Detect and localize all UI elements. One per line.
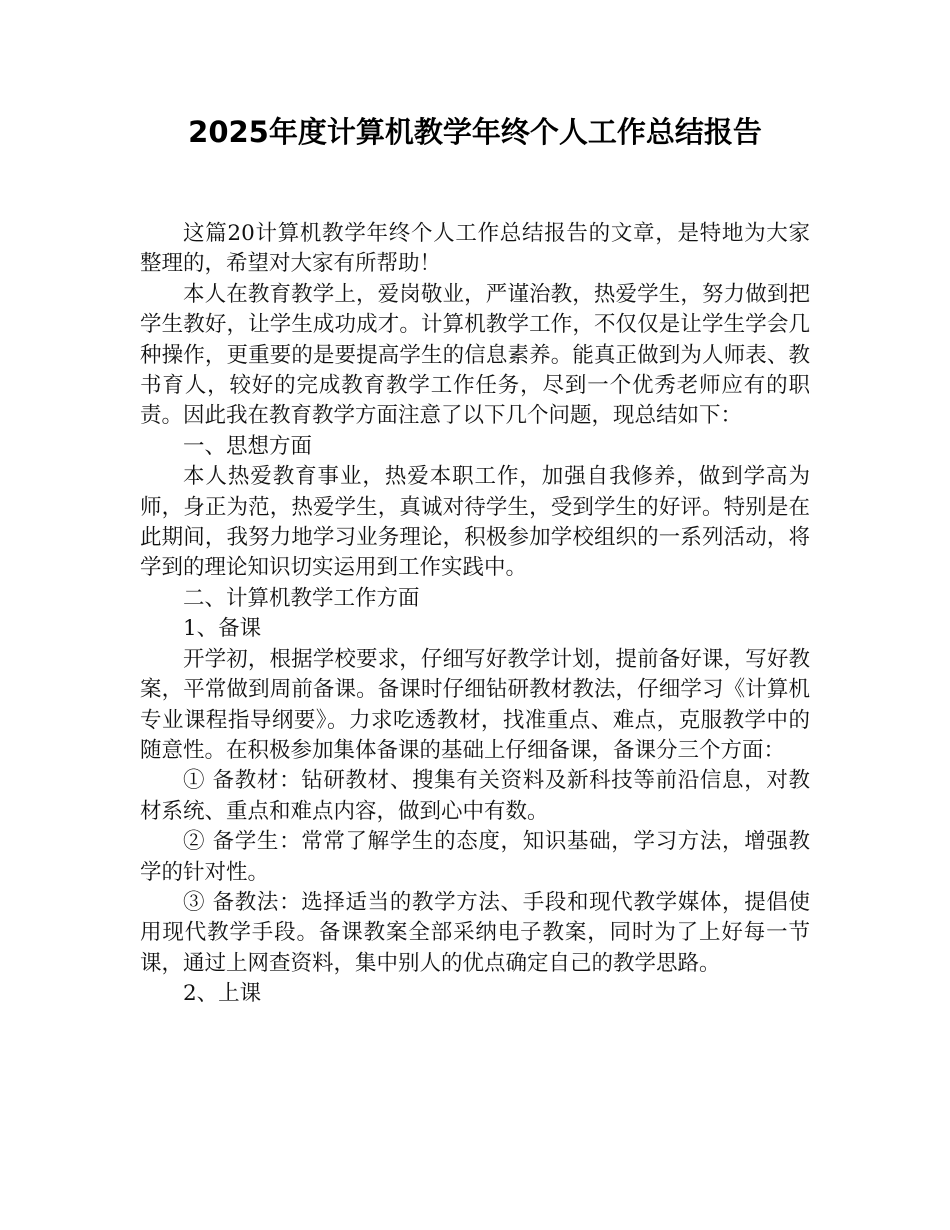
paragraph-lesson-prep: 开学初，根据学校要求，仔细写好教学计划，提前备好课，写好教案，平常做到周前备课。备课时仔细钻研教材教法，仔细学习《计算机专业课程指导纲要》。力求吃透教材，找准重点、难点，克服教学中的随意性。在积极参加集体备课的基础上仔细备课，备课分三个方面： [140, 646, 810, 763]
section-heading-thought: 一、思想方面 [183, 433, 313, 459]
document-title: 2025年度计算机教学年终个人工作总结报告 [188, 115, 762, 149]
subheading-lesson-prep: 1、备课 [183, 616, 262, 642]
list-item-methods: ③ 备教法：选择适当的教学方法、手段和现代教学媒体，提倡使用现代教学手段。备课教案全部采纳电子教案，同时为了上好每一节课，通过上网查资料，集中别人的优点确定自己的教学思路。 [140, 889, 810, 976]
paragraph-intro: 这篇20计算机教学年终个人工作总结报告的文章，是特地为大家整理的，希望对大家有所帮助！ [140, 221, 810, 277]
paragraph-thought: 本人热爱教育事业，热爱本职工作，加强自我修养，做到学高为师，身正为范，热爱学生，真诚对待学生，受到学生的好评。特别是在此期间，我努力地学习业务理论，积极参加学校组织的一系列活动，将学到的理论知识切实运用到工作实践中。 [140, 464, 810, 581]
list-item-students: ② 备学生：常常了解学生的态度，知识基础，学习方法，增强教学的针对性。 [140, 829, 810, 885]
document-body [140, 219, 810, 1010]
section-heading-teaching: 二、计算机教学工作方面 [183, 585, 420, 611]
list-item-materials: ① 备教材：钻研教材、搜集有关资料及新科技等前沿信息，对教材系统、重点和难点内容，做到心中有数。 [140, 768, 810, 824]
paragraph-overview: 本人在教育教学上，爱岗敬业，严谨治教，热爱学生，努力做到把学生教好，让学生成功成才。计算机教学工作，不仅仅是让学生学会几种操作，更重要的是要提高学生的信息素养。能真正做到为人师表、教书育人，较好的完成教育教学工作任务，尽到一个优秀老师应有的职责。因此我在教育教学方面注意了以下几个问题，现总结如下： [140, 281, 810, 429]
subheading-class: 2、上课 [183, 981, 262, 1007]
